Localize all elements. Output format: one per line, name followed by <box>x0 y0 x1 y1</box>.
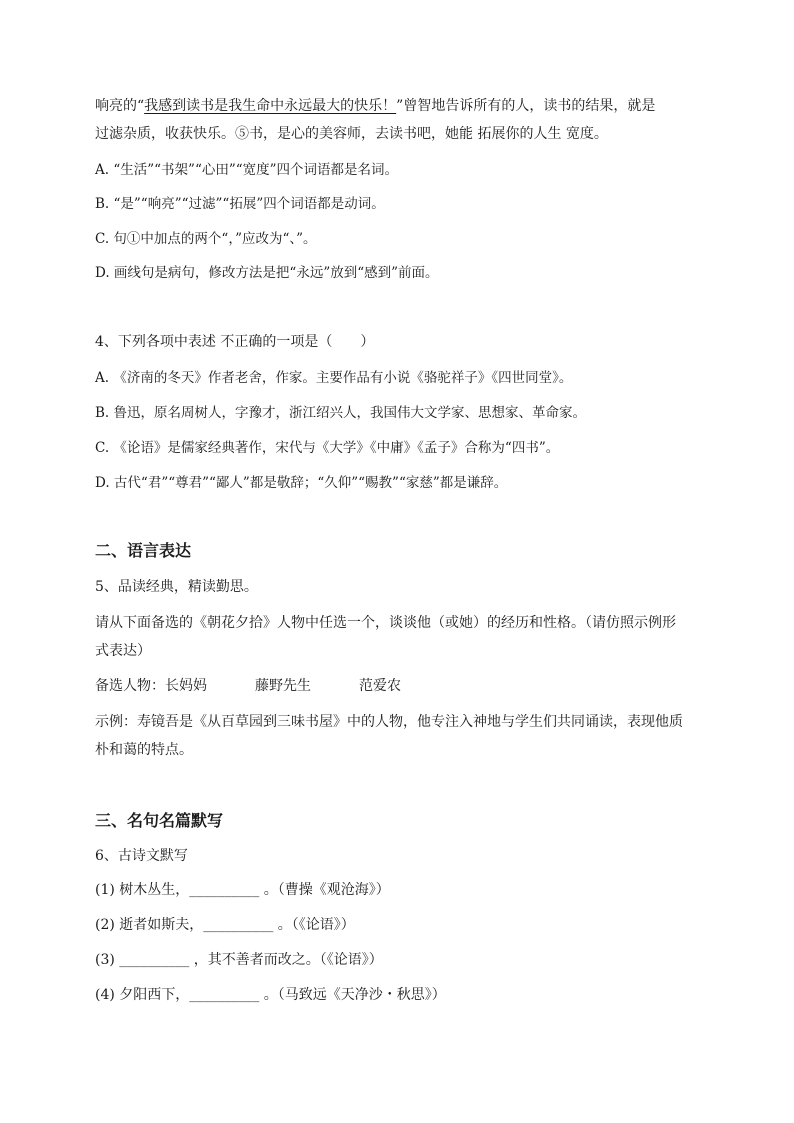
q5-candidates <box>95 676 401 696</box>
q3-passage-post: ”曾智地告诉所有的人，读书的结果，就是 <box>396 98 656 114</box>
q4-option-d: D. 古代“君”“尊君”“鄙人”都是敬辞；“久仰”“赐教”“家慈”都是谦辞。 <box>95 475 508 491</box>
q5-requirement-line-2: 式表达） <box>95 643 151 659</box>
q5-example-line-1: 示例：寿镜吾是《从百草园到三味书屋》中的人物，他专注入神地与学生们共同诵读，表现他质 <box>95 714 683 730</box>
q6-item-3: (3) __________ ，其不善者而改之。（《论语》） <box>95 952 383 968</box>
q4-option-c: C. 《论语》是儒家经典著作，宋代与《大学》《中庸》《孟子》合称为“四书”。 <box>95 440 560 456</box>
q4-stem: 4、下列各项中表述 不正确的一项是（ ） <box>95 334 375 350</box>
q3-option-a: A. “生活”“书架”“心田”“宽度”四个词语都是名词。 <box>95 162 399 178</box>
candidate-2: 藤野先生 <box>255 678 311 694</box>
candidates-label: 备选人物： <box>95 678 165 694</box>
q3-passage-line-1 <box>95 96 655 116</box>
q3-option-d: D. 画线句是病句，修改方法是把“永远”放到“感到”前面。 <box>95 265 439 281</box>
q3-passage-pre: 响亮的“ <box>95 98 145 114</box>
q3-underlined-sentence: 我感到读书是我生命中永远最大的快乐！ <box>144 98 397 114</box>
q6-item-4: (4) 夕阳西下，__________ 。（马致远《天净沙・秋思》） <box>95 987 446 1003</box>
candidate-1: 长妈妈 <box>165 678 207 694</box>
q6-stem: 6、古诗文默写 <box>95 848 188 864</box>
section-2-heading: 二、语言表达 <box>95 541 192 560</box>
q5-requirement-line-1: 请从下面备选的《朝花夕拾》人物中任选一个，谈谈他（或她）的经历和性格。（请仿照示例形 <box>95 615 676 631</box>
section-3-heading: 三、名句名篇默写 <box>95 811 224 830</box>
q3-option-b: B. “是”“响亮”“过滤”“拓展”四个词语都是动词。 <box>95 196 385 212</box>
q4-option-a: A. 《济南的冬天》作者老舍，作家。主要作品有小说《骆驼祥子》《四世同堂》。 <box>95 370 573 386</box>
q3-passage-line-2: 过滤杂质，收获快乐。⑤书，是心的美容师，去读书吧，她能 拓展你的人生 宽度。 <box>95 126 608 142</box>
q6-item-1: (1) 树木丛生，__________ 。（曹操《观沧海》） <box>95 882 390 898</box>
q5-stem: 5、品读经典，精读勤思。 <box>95 579 258 595</box>
q4-option-b: B. 鲁迅，原名周树人，字豫才，浙江绍兴人，我国伟大文学家、思想家、革命家。 <box>95 405 587 421</box>
q5-example-line-2: 朴和蔼的特点。 <box>95 742 193 758</box>
candidate-3: 范爱农 <box>359 678 401 694</box>
q3-option-c: C. 句①中加点的两个“，”应改为“、”。 <box>95 231 317 247</box>
q6-item-2: (2) 逝者如斯夫，__________ 。（《论语》） <box>95 917 355 933</box>
